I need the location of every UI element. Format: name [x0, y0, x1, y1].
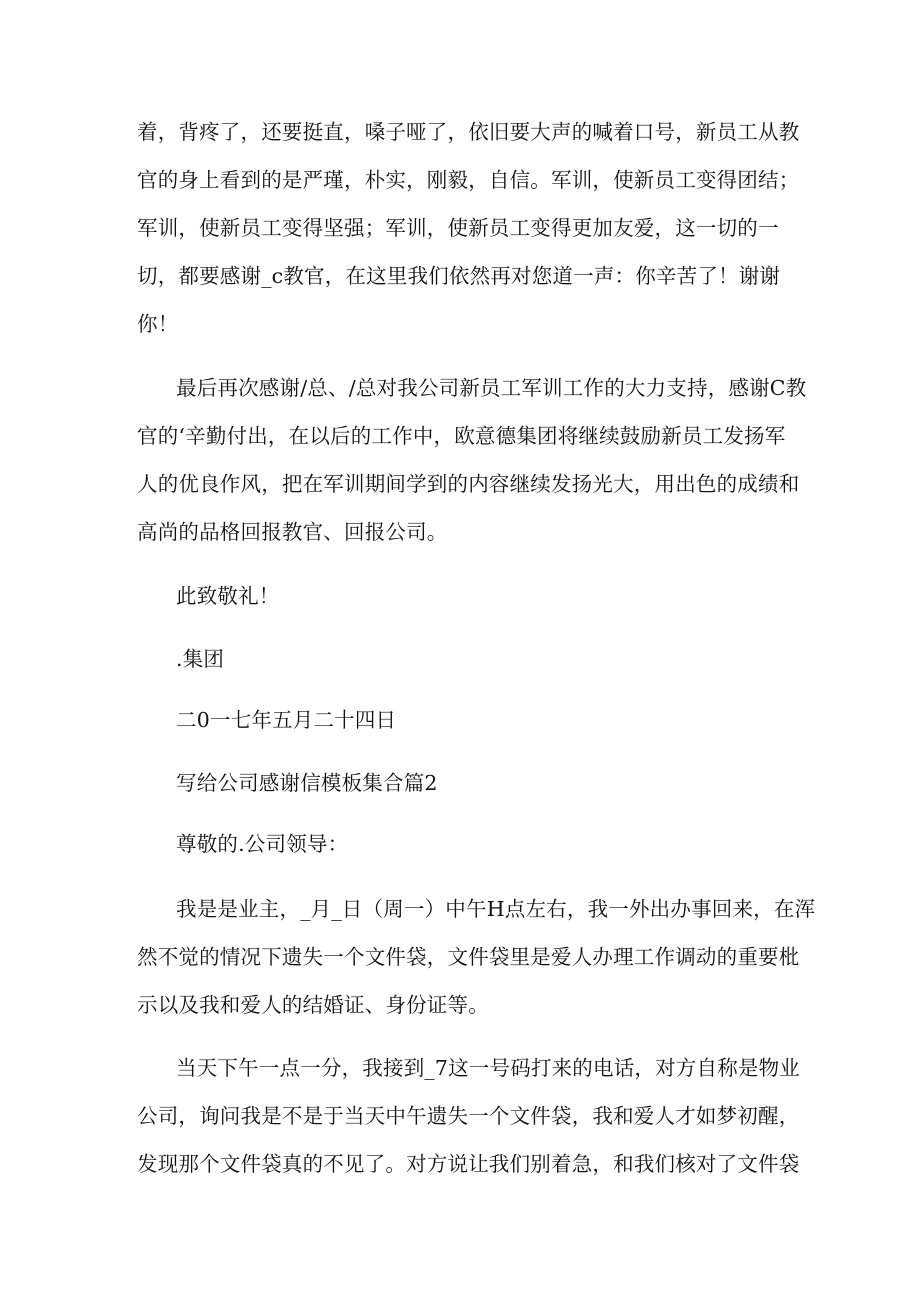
text-line: 官的身上看到的是严瑾，朴实，刚毅，自信。军训，使新员工变得团结；	[137, 168, 800, 192]
paragraph-first-line: 最后再次感谢/总、/总对我公司新员工军训工作的大力支持，感谢C教	[176, 376, 807, 400]
paragraph-first-line: 当天下午一点一分，我接到_7这一号码打来的电话，对方自称是物业	[176, 1056, 800, 1080]
text-line: 然不觉的情况下遗失一个文件袋，文件袋里是爱人办理工作调动的重要枇	[137, 945, 800, 969]
text-line: 军训，使新员工变得坚强；军训，使新员工变得更加友爱，这一切的一	[137, 216, 779, 240]
text-line: 人的优良作风，把在军训期间学到的内容继续发扬光大，用出色的成绩和	[137, 472, 800, 496]
greeting: 尊敬的.公司领导：	[176, 832, 349, 856]
text-line: 发现那个文件袋真的不见了。对方说让我们别着急，和我们核对了文件袋	[137, 1152, 800, 1176]
paragraph-first-line: 我是是业主，_月_日（周一）中午H点左右，我一外出办事回来，在浑	[176, 897, 816, 921]
date-line: 二0一七年五月二十四日	[176, 708, 397, 732]
section-heading: 写给公司感谢信模板集合篇2	[176, 771, 438, 795]
closing-salutation: 此致敬礼！	[176, 584, 280, 608]
text-line: 高尚的品格回报教官、回报公司。	[137, 520, 448, 544]
text-line: 你！	[137, 312, 179, 336]
text-line: 官的‘辛勤付出，在以后的工作中，欧意德集团将继续鼓励新员工发扬军	[137, 424, 786, 448]
text-line: 着，背疼了，还要挺直，嗓子哑了，依旧要大声的喊着口号，新员工从教	[137, 120, 800, 144]
text-line: 示以及我和爱人的结婚证、身份证等。	[137, 993, 489, 1017]
text-line: 切，都要感谢_c教官，在这里我们依然再对您道一声：你辛苦了！谢谢	[137, 264, 781, 288]
text-line: 公司，询问我是不是于当天中午遗失一个文件袋，我和爱人才如梦初醒，	[137, 1104, 800, 1128]
signature: .集团	[176, 647, 225, 671]
